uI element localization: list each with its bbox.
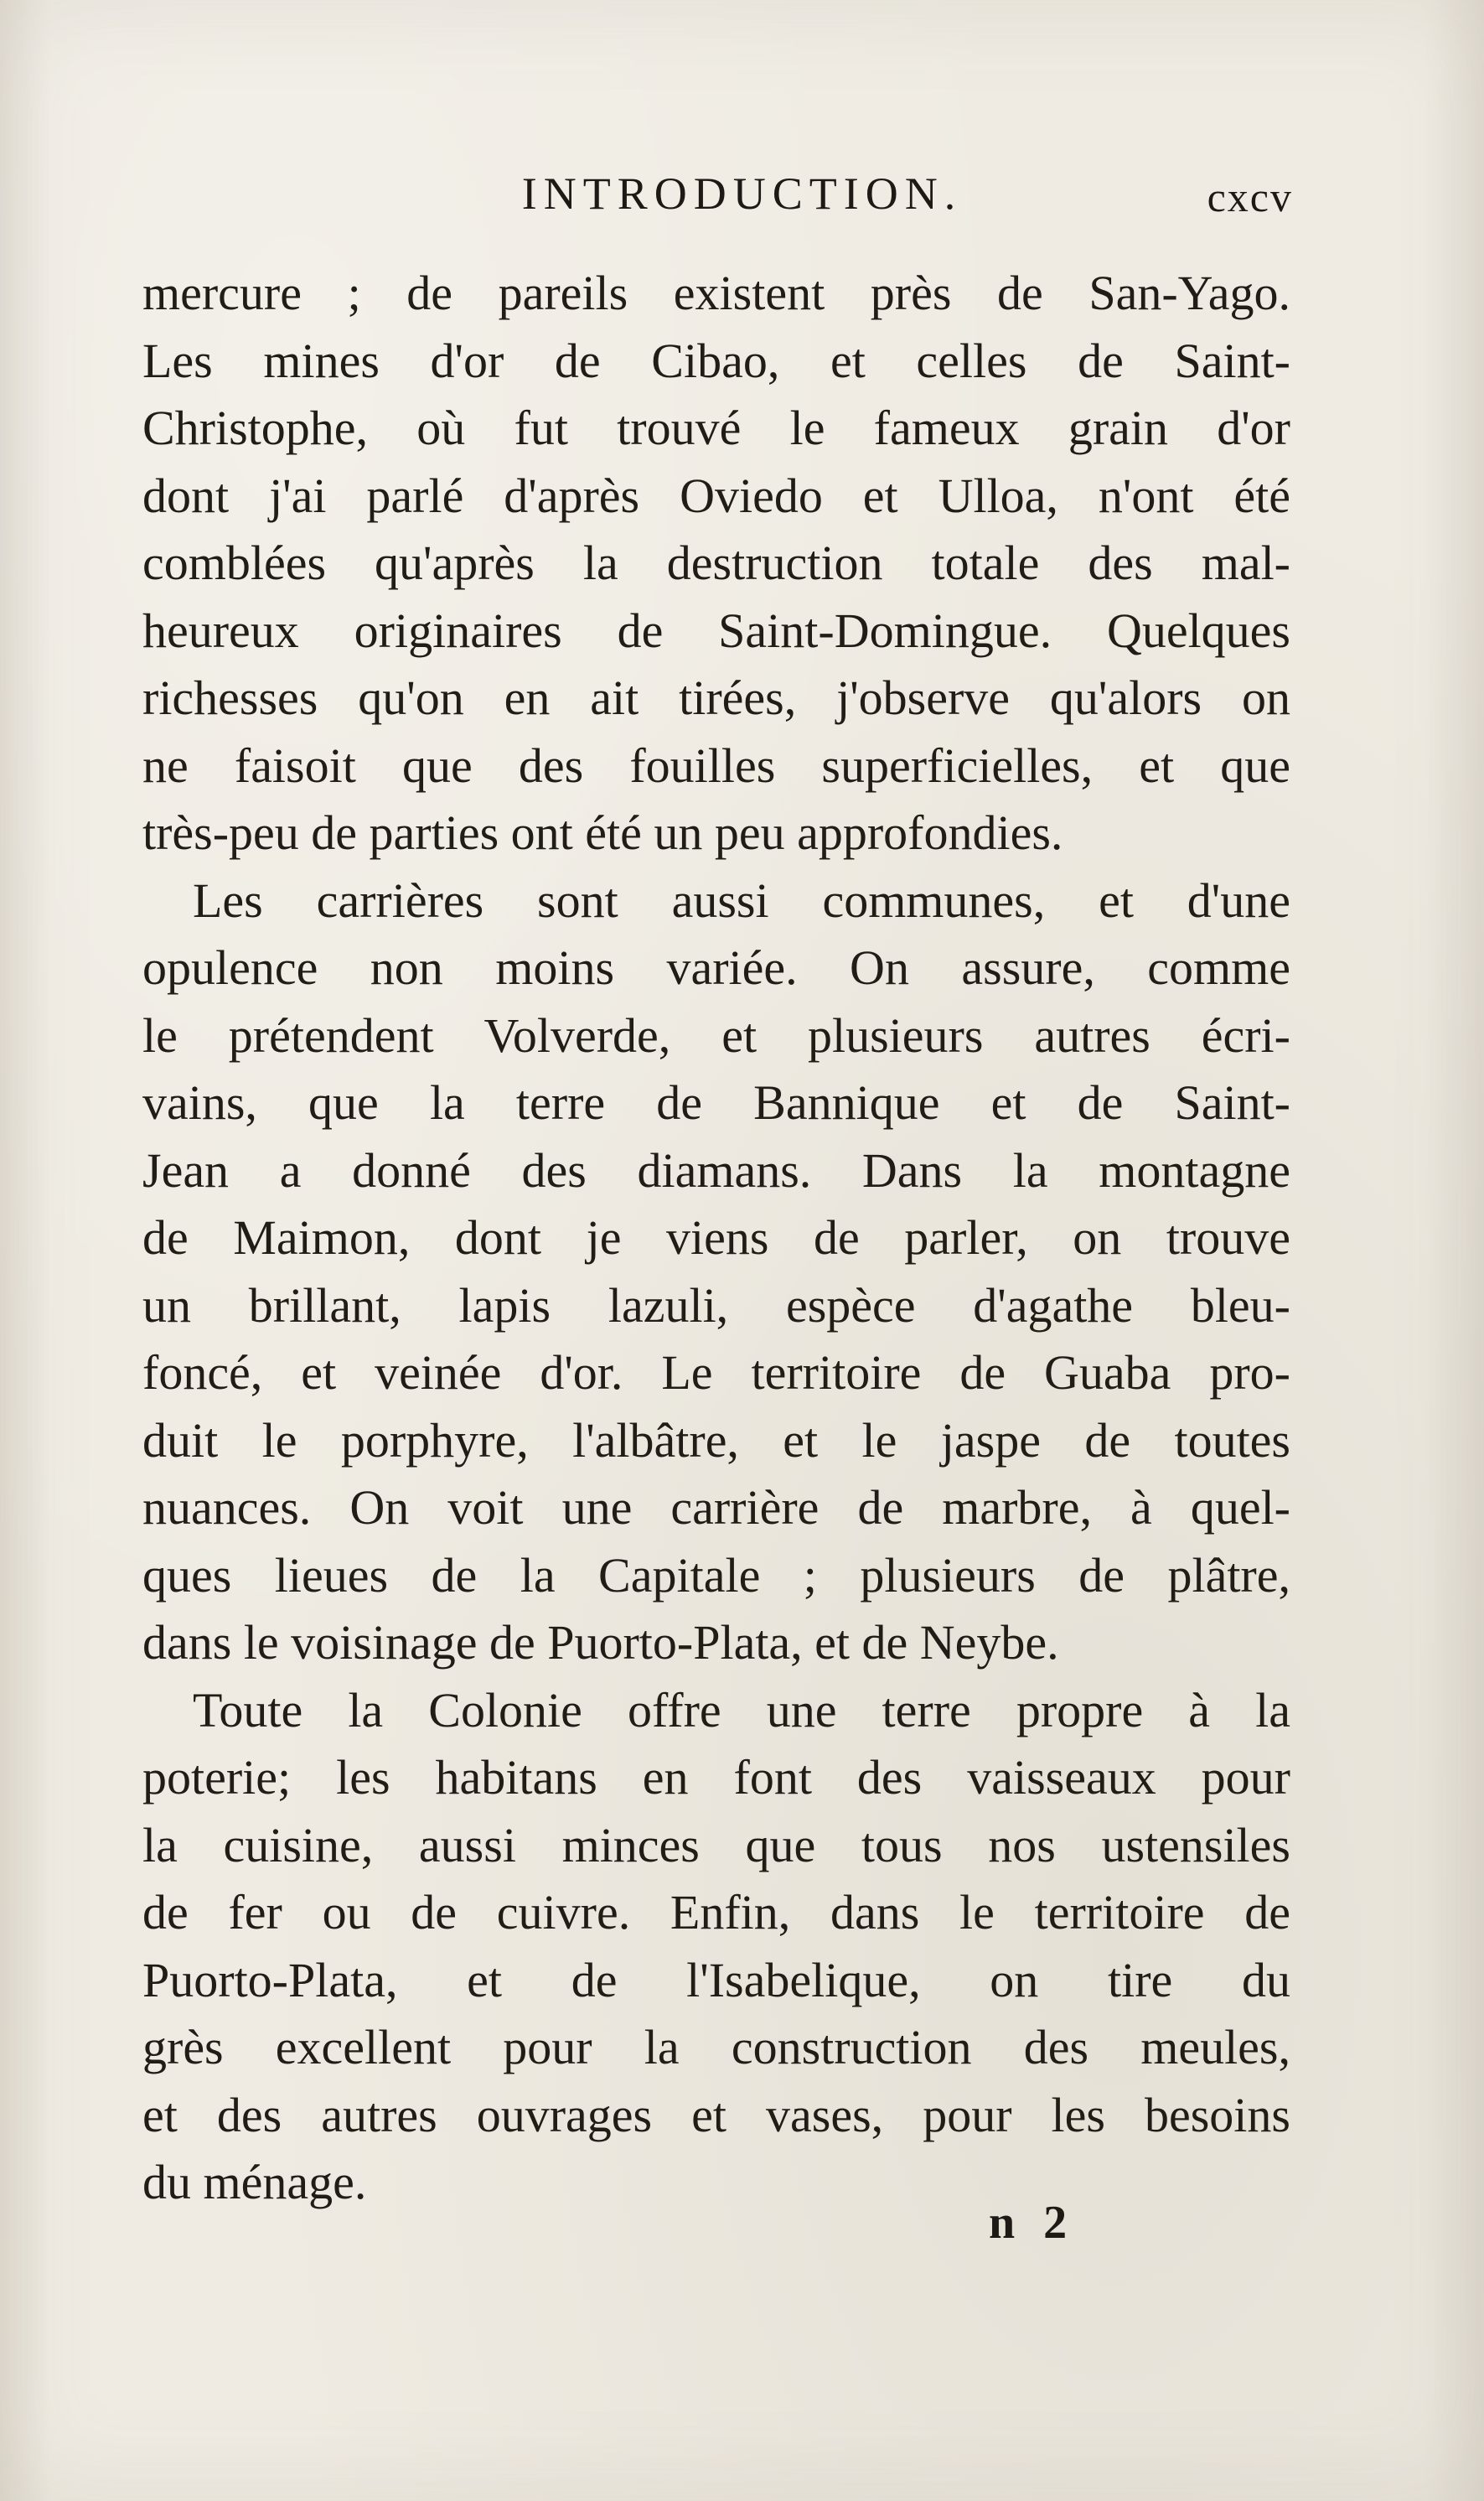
text-line: du ménage. <box>142 2155 367 2209</box>
text-line: Toute la Colonie offre une terre propre à la <box>193 1682 1290 1737</box>
text-line: vains, que la terre de Bannique et de Saint- <box>142 1075 1290 1130</box>
body-text <box>142 260 1290 2217</box>
text-line: Jean a donné des diamans. Dans la montagne <box>142 1142 1290 1198</box>
text-line: un brillant, lapis lazuli, espèce d'agathe bleu- <box>142 1277 1290 1333</box>
text-line: la cuisine, aussi minces que tous nos ustensiles <box>142 1817 1290 1872</box>
text-line: Puorto-Plata, et de l'Isabelique, on tire du <box>142 1952 1290 2007</box>
text-line: comblées qu'après la destruction totale des mal- <box>142 536 1290 590</box>
text-line: très-peu de parties ont été un peu approfondies. <box>142 805 1063 860</box>
text-line: heureux originaires de Saint-Domingue. Quelques <box>142 603 1290 658</box>
text-line: de fer ou de cuivre. Enfin, dans le territoire de <box>142 1885 1290 1939</box>
running-title: INTRODUCTION. <box>521 168 963 219</box>
text-line: Christophe, où fut trouvé le fameux grain d'or <box>142 401 1290 455</box>
text-line: Les mines d'or de Cibao, et celles de Saint- <box>142 333 1290 388</box>
text-line: richesses qu'on en ait tirées, j'observe qu'alors on <box>142 671 1290 725</box>
text-line: poterie; les habitans en font des vaisseaux pour <box>142 1750 1290 1805</box>
text-line: Les carrières sont aussi communes, et d'une <box>193 873 1290 928</box>
text-line: le prétendent Volverde, et plusieurs autres écri- <box>142 1007 1290 1063</box>
text-line: et des autres ouvrages et vases, pour les besoins <box>142 2087 1290 2142</box>
signature-mark: n 2 <box>989 2197 1076 2249</box>
text-line: ne faisoit que des fouilles superficielles, et que <box>142 738 1290 793</box>
text-line: de Maimon, dont je viens de parler, on trouve <box>142 1210 1290 1265</box>
page-number: cxcv <box>1207 173 1293 220</box>
text-line: ques lieues de la Capitale ; plusieurs de plâtre, <box>142 1547 1290 1603</box>
page-header <box>0 168 1484 235</box>
text-line: grès excellent pour la construction des meules, <box>142 2020 1290 2074</box>
text-line: dans le voisinage de Puorto-Plata, et de Neybe. <box>142 1615 1059 1670</box>
text-line: duit le porphyre, l'albâtre, et le jaspe de toutes <box>142 1412 1290 1468</box>
text-line: nuances. On voit une carrière de marbre, à quel- <box>142 1480 1290 1535</box>
text-line: foncé, et veinée d'or. Le territoire de Guaba pro- <box>142 1345 1290 1400</box>
text-line: mercure ; de pareils existent près de San-Yago. <box>142 266 1290 320</box>
text-line: dont j'ai parlé d'après Oviedo et Ulloa, n'ont été <box>142 468 1290 523</box>
text-line: opulence non moins variée. On assure, comme <box>142 940 1290 995</box>
